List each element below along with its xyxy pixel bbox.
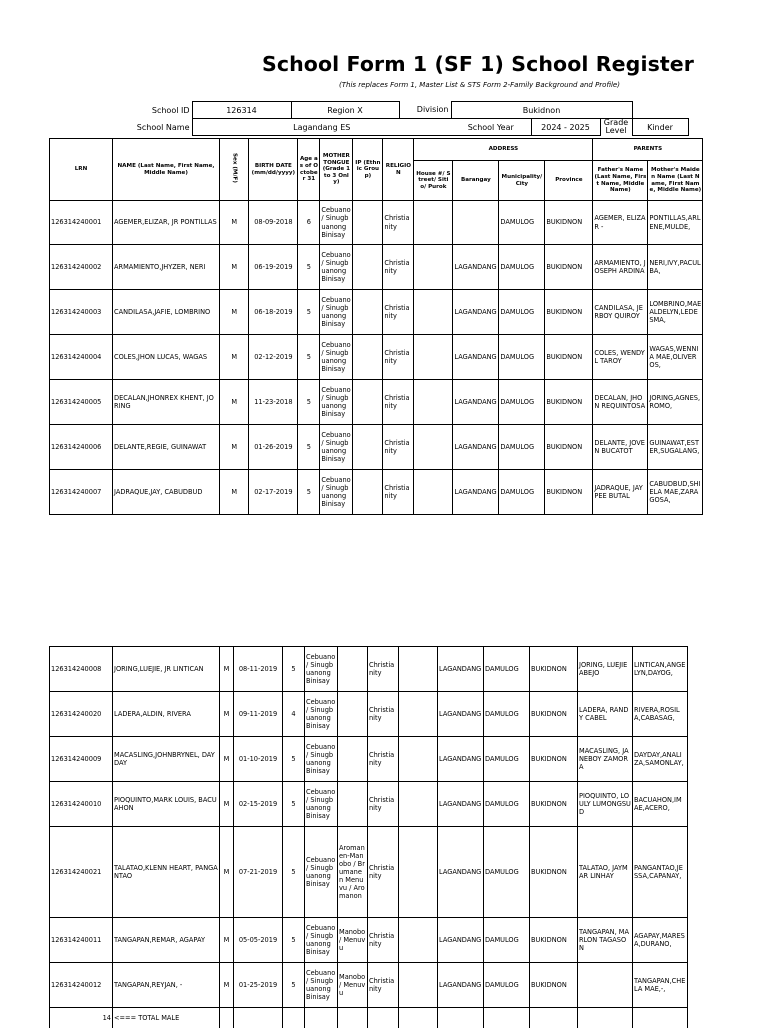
cell-ip — [338, 782, 368, 827]
cell-province: BUKIDNON — [545, 201, 593, 245]
cell-religion: Christianity — [368, 737, 399, 782]
cell-mother-tongue: Cebuano / Sinugbuanong Binisay — [320, 290, 353, 335]
cell-name: TANGAPAN,REMAR, AGAPAY — [113, 918, 220, 963]
cell-province: BUKIDNON — [545, 335, 593, 380]
cell-ip — [353, 380, 383, 425]
col-sex: Sex (M/F) — [220, 139, 249, 201]
cell-ip — [353, 335, 383, 380]
cell-mother-name: LOMBRINO,MAE ALDELYN,LEDESMA, — [648, 290, 703, 335]
school-id-label: School ID — [151, 105, 190, 115]
cell-municipality: DAMULOG — [484, 647, 530, 692]
cell-lrn: 126314240010 — [50, 782, 113, 827]
cell-lrn: 126314240003 — [50, 290, 113, 335]
cell-house — [414, 290, 453, 335]
cell-municipality: DAMULOG — [484, 918, 530, 963]
cell-religion: Christianity — [368, 647, 399, 692]
table-row — [50, 425, 703, 470]
cell-lrn: 126314240012 — [50, 963, 113, 1008]
cell-father-name: MACASLING, JANEBOY ZAMORA — [578, 737, 633, 782]
cell-father-name: CANDILASA, JERBOY QUIROY — [593, 290, 648, 335]
cell-mother-tongue: Cebuano / Sinugbuanong Binisay — [320, 335, 353, 380]
cell-father-name: AGEMER, ELIZAR - — [593, 201, 648, 245]
cell-province: BUKIDNON — [545, 470, 593, 515]
cell-province: BUKIDNON — [530, 918, 578, 963]
cell-father-name — [578, 963, 633, 1008]
cell-mother-name: JORING,AGNES,ROMO, — [648, 380, 703, 425]
cell-barangay: LAGANDANG — [453, 470, 499, 515]
cell-barangay: LAGANDANG — [438, 692, 484, 737]
cell-religion: Christianity — [368, 827, 399, 918]
col-municipality: Municipality/ City — [499, 161, 545, 201]
cell-barangay: LAGANDANG — [438, 963, 484, 1008]
cell-mother-name: DAYDAY,ANALIZA,SAMONLAY, — [633, 737, 688, 782]
cell-sex: M — [220, 290, 249, 335]
cell-ip — [338, 737, 368, 782]
cell-name: TALATAO,KLENN HEART, PANGANTAO — [113, 827, 220, 918]
col-lrn: LRN — [50, 139, 113, 201]
cell-birth-date: 06-18-2019 — [249, 290, 298, 335]
cell-lrn: 126314240002 — [50, 245, 113, 290]
table-row — [50, 380, 703, 425]
cell-house — [399, 782, 438, 827]
cell-name: CANDILASA,JAFIE, LOMBRINO — [113, 290, 220, 335]
table-row — [50, 918, 688, 963]
cell-name: JADRAQUE,JAY, CABUDBUD — [113, 470, 220, 515]
cell-age: 5 — [298, 470, 320, 515]
cell-mother-name: WAGAS,WENNIA MAE,OLIVEROS, — [648, 335, 703, 380]
cell-religion: Christianity — [383, 245, 414, 290]
cell-mother-tongue: Cebuano / Sinugbuanong Binisay — [305, 918, 338, 963]
col-tongue: MOTHER TONGUE (Grade 1 to 3 Only) — [320, 139, 353, 201]
cell-lrn: 126314240005 — [50, 380, 113, 425]
cell-age: 5 — [283, 827, 305, 918]
cell-birth-date: 02-15-2019 — [234, 782, 283, 827]
cell-age: 5 — [298, 425, 320, 470]
cell-name: LADERA,ALDIN, RIVERA — [113, 692, 220, 737]
cell-mother-tongue: Cebuano / Sinugbuanong Binisay — [320, 470, 353, 515]
cell-name: ARMAMIENTO,JHYZER, NERI — [113, 245, 220, 290]
cell-house — [414, 335, 453, 380]
cell-birth-date: 02-17-2019 — [249, 470, 298, 515]
total-count: 14 — [50, 1008, 113, 1028]
cell-father-name: PIOQUINTO, LOULY LUMONGSUD — [578, 782, 633, 827]
cell-ip — [353, 425, 383, 470]
grade-level-value: Kinder — [632, 119, 688, 136]
cell-house — [414, 245, 453, 290]
cell-ip — [338, 692, 368, 737]
cell-province: BUKIDNON — [545, 290, 593, 335]
cell-house — [399, 827, 438, 918]
cell-municipality: DAMULOG — [499, 470, 545, 515]
cell-municipality: DAMULOG — [499, 290, 545, 335]
school-name-label: School Name — [136, 122, 190, 132]
cell-house — [399, 737, 438, 782]
cell-father-name: JADRAQUE, JAYPEE BUTAL — [593, 470, 648, 515]
cell-name: JORING,LUEJIE, JR LINTICAN — [113, 647, 220, 692]
table-row — [50, 737, 688, 782]
col-barangay: Barangay — [453, 161, 499, 201]
cell-name: PIOQUINTO,MARK LOUIS, BACUAHON — [113, 782, 220, 827]
cell-name: COLES,JHON LUCAS, WAGAS — [113, 335, 220, 380]
cell-province: BUKIDNON — [530, 782, 578, 827]
cell-province: BUKIDNON — [530, 737, 578, 782]
cell-mother-name: AGAPAY,MARESA,DURANO, — [633, 918, 688, 963]
cell-sex: M — [220, 782, 234, 827]
form-title: School Form 1 (SF 1) School Register — [262, 52, 694, 76]
cell-province: BUKIDNON — [530, 692, 578, 737]
cell-age: 5 — [283, 782, 305, 827]
cell-sex: M — [220, 737, 234, 782]
cell-mother-name: BACUAHON,IMAE,ACERO, — [633, 782, 688, 827]
cell-barangay: LAGANDANG — [453, 380, 499, 425]
school-year-value: 2024 - 2025 — [531, 119, 600, 136]
school-id-value: 126314 — [192, 102, 291, 119]
cell-mother-tongue: Cebuano / Sinugbuanong Binisay — [305, 737, 338, 782]
cell-ip — [353, 201, 383, 245]
cell-name: AGEMER,ELIZAR, JR PONTILLAS — [113, 201, 220, 245]
school-year-label: School Year — [451, 119, 531, 136]
col-birth: BIRTH DATE (mm/dd/yyyy) — [249, 139, 298, 201]
col-address: ADDRESS — [414, 139, 593, 161]
cell-barangay: LAGANDANG — [438, 737, 484, 782]
cell-municipality: DAMULOG — [484, 827, 530, 918]
cell-age: 5 — [283, 737, 305, 782]
table-row — [50, 470, 703, 515]
cell-name: DECALAN,JHONREX KHENT, JORING — [113, 380, 220, 425]
col-age: Age as of October 31 — [298, 139, 320, 201]
division-value: Bukidnon — [451, 102, 632, 119]
cell-birth-date: 09-11-2019 — [234, 692, 283, 737]
cell-ip — [338, 647, 368, 692]
cell-mother-name: RIVERA,ROSILA,CABASAG, — [633, 692, 688, 737]
school-name-value: Lagandang ES — [192, 119, 451, 136]
col-ip: IP (Ethnic Group) — [353, 139, 383, 201]
cell-mother-name: LINTICAN,ANGELYN,DAYOG, — [633, 647, 688, 692]
cell-house — [414, 425, 453, 470]
cell-religion: Christianity — [383, 425, 414, 470]
cell-province: BUKIDNON — [545, 245, 593, 290]
cell-mother-tongue: Cebuano / Sinugbuanong Binisay — [305, 963, 338, 1008]
cell-lrn: 126314240007 — [50, 470, 113, 515]
cell-house — [399, 647, 438, 692]
cell-lrn: 126314240021 — [50, 827, 113, 918]
cell-ip — [353, 245, 383, 290]
cell-religion: Christianity — [383, 335, 414, 380]
cell-lrn: 126314240006 — [50, 425, 113, 470]
cell-religion: Christianity — [383, 470, 414, 515]
total-label: <=== TOTAL MALE — [113, 1008, 220, 1028]
cell-birth-date: 06-19-2019 — [249, 245, 298, 290]
table-row — [50, 335, 703, 380]
col-father: Father's Name (Last Name, First Name, Middle Name) — [593, 161, 648, 201]
cell-age: 6 — [298, 201, 320, 245]
cell-house — [399, 918, 438, 963]
register-table-page2 — [49, 646, 688, 1028]
cell-lrn: 126314240008 — [50, 647, 113, 692]
cell-birth-date: 11-23-2018 — [249, 380, 298, 425]
grade-level-label: Grade Level — [603, 118, 629, 136]
cell-municipality: DAMULOG — [499, 380, 545, 425]
table-row — [50, 782, 688, 827]
cell-age: 5 — [298, 245, 320, 290]
cell-father-name: LADERA, RANDY CABEL — [578, 692, 633, 737]
cell-ip — [353, 470, 383, 515]
cell-barangay — [453, 201, 499, 245]
cell-religion: Christianity — [383, 201, 414, 245]
cell-mother-tongue: Cebuano / Sinugbuanong Binisay — [320, 425, 353, 470]
cell-age: 5 — [298, 335, 320, 380]
cell-lrn: 126314240009 — [50, 737, 113, 782]
cell-ip: Manobo / Menuvu — [338, 918, 368, 963]
cell-mother-tongue: Cebuano / Sinugbuanong Binisay — [320, 380, 353, 425]
cell-name: DELANTE,REGIE, GUINAWAT — [113, 425, 220, 470]
cell-sex: M — [220, 201, 249, 245]
col-house: House #/ Street/ Sitio/ Purok — [414, 161, 453, 201]
cell-birth-date: 08-09-2018 — [249, 201, 298, 245]
cell-municipality: DAMULOG — [499, 245, 545, 290]
cell-barangay: LAGANDANG — [438, 782, 484, 827]
cell-mother-tongue: Cebuano / Sinugbuanong Binisay — [320, 245, 353, 290]
cell-barangay: LAGANDANG — [438, 647, 484, 692]
cell-religion: Christianity — [368, 692, 399, 737]
cell-mother-name: NERI,IVY,PACULBA, — [648, 245, 703, 290]
cell-mother-tongue: Cebuano / Sinugbuanong Binisay — [305, 692, 338, 737]
cell-religion: Christianity — [368, 782, 399, 827]
cell-father-name: DELANTE, JOVEN BUCATOT — [593, 425, 648, 470]
cell-barangay: LAGANDANG — [438, 918, 484, 963]
col-name: NAME (Last Name, First Name, Middle Name) — [113, 139, 220, 201]
table-row — [50, 245, 703, 290]
cell-birth-date: 07-21-2019 — [234, 827, 283, 918]
division-label: Division — [416, 105, 449, 115]
cell-municipality: DAMULOG — [484, 963, 530, 1008]
cell-barangay: LAGANDANG — [453, 245, 499, 290]
cell-municipality: DAMULOG — [499, 201, 545, 245]
table-row — [50, 290, 703, 335]
cell-father-name: ARMAMIENTO, JOSEPH ARDINA — [593, 245, 648, 290]
register-table-page1 — [49, 138, 703, 515]
cell-mother-name: GUINAWAT,ESTER,SUGALANG, — [648, 425, 703, 470]
school-info-table — [120, 101, 689, 136]
cell-barangay: LAGANDANG — [438, 827, 484, 918]
cell-sex: M — [220, 918, 234, 963]
cell-sex: M — [220, 380, 249, 425]
table-row — [50, 201, 703, 245]
cell-house — [414, 470, 453, 515]
cell-ip — [353, 290, 383, 335]
cell-house — [399, 692, 438, 737]
cell-house — [399, 963, 438, 1008]
cell-religion: Christianity — [368, 918, 399, 963]
cell-mother-tongue: Cebuano / Sinugbuanong Binisay — [305, 827, 338, 918]
cell-father-name: TALATAO, JAYMAR LINHAY — [578, 827, 633, 918]
table-row — [50, 647, 688, 692]
cell-religion: Christianity — [383, 380, 414, 425]
cell-province: BUKIDNON — [530, 963, 578, 1008]
cell-father-name: DECALAN, JHON REQUINTOSA — [593, 380, 648, 425]
cell-lrn: 126314240004 — [50, 335, 113, 380]
cell-mother-name: PANGANTAO,JESSA,CAPANAY, — [633, 827, 688, 918]
cell-sex: M — [220, 470, 249, 515]
cell-father-name: COLES, WENDYL TAROY — [593, 335, 648, 380]
cell-lrn: 126314240011 — [50, 918, 113, 963]
cell-religion: Christianity — [368, 963, 399, 1008]
cell-age: 5 — [298, 380, 320, 425]
cell-birth-date: 01-26-2019 — [249, 425, 298, 470]
cell-sex: M — [220, 425, 249, 470]
col-parents: PARENTS — [593, 139, 703, 161]
cell-barangay: LAGANDANG — [453, 425, 499, 470]
cell-mother-name: TANGAPAN,CHELA MAE,-, — [633, 963, 688, 1008]
cell-age: 5 — [298, 290, 320, 335]
cell-age: 5 — [283, 918, 305, 963]
region-value: Region X — [291, 102, 399, 119]
cell-municipality: DAMULOG — [499, 335, 545, 380]
col-province: Province — [545, 161, 593, 201]
cell-province: BUKIDNON — [545, 425, 593, 470]
cell-birth-date: 02-12-2019 — [249, 335, 298, 380]
cell-sex: M — [220, 245, 249, 290]
cell-ip: Manobo / Menuvu — [338, 963, 368, 1008]
total-row — [50, 1008, 688, 1028]
cell-lrn: 126314240001 — [50, 201, 113, 245]
cell-birth-date: 01-10-2019 — [234, 737, 283, 782]
cell-ip: Aromanen-Manobo / Brumanen Menuvu / Aromanon — [338, 827, 368, 918]
cell-municipality: DAMULOG — [484, 782, 530, 827]
cell-age: 4 — [283, 692, 305, 737]
cell-house — [414, 201, 453, 245]
cell-mother-name: CABUDBUD,SHIELA MAE,ZARAGOSA, — [648, 470, 703, 515]
form-subtitle: (This replaces Form 1, Master List & STS Form 2-Family Background and Profile) — [339, 81, 620, 89]
cell-mother-tongue: Cebuano / Sinugbuanong Binisay — [305, 782, 338, 827]
cell-mother-name: PONTILLAS,ARLENE,MULDE, — [648, 201, 703, 245]
cell-age: 5 — [283, 647, 305, 692]
cell-mother-tongue: Cebuano / Sinugbuanong Binisay — [305, 647, 338, 692]
cell-religion: Christianity — [383, 290, 414, 335]
cell-municipality: DAMULOG — [484, 692, 530, 737]
cell-municipality: DAMULOG — [484, 737, 530, 782]
cell-father-name: JORING, LUEJIE ABEJO — [578, 647, 633, 692]
cell-province: BUKIDNON — [530, 647, 578, 692]
cell-birth-date: 05-05-2019 — [234, 918, 283, 963]
cell-house — [414, 380, 453, 425]
cell-birth-date: 01-25-2019 — [234, 963, 283, 1008]
cell-birth-date: 08-11-2019 — [234, 647, 283, 692]
cell-province: BUKIDNON — [530, 827, 578, 918]
cell-sex: M — [220, 963, 234, 1008]
cell-municipality: DAMULOG — [499, 425, 545, 470]
cell-mother-tongue: Cebuano / Sinugbuanong Binisay — [320, 201, 353, 245]
table-row — [50, 963, 688, 1008]
cell-sex: M — [220, 647, 234, 692]
table-row — [50, 827, 688, 918]
cell-age: 5 — [283, 963, 305, 1008]
cell-barangay: LAGANDANG — [453, 290, 499, 335]
cell-name: TANGAPAN,REYJAN, - — [113, 963, 220, 1008]
cell-province: BUKIDNON — [545, 380, 593, 425]
cell-sex: M — [220, 827, 234, 918]
cell-sex: M — [220, 335, 249, 380]
col-mother: Mother's Maiden Name (Last Name, First Name, Middle Name) — [648, 161, 703, 201]
cell-sex: M — [220, 692, 234, 737]
table-row — [50, 692, 688, 737]
col-religion: RELIGION — [383, 139, 414, 201]
cell-father-name: TANGAPAN, MARLON TAGASON — [578, 918, 633, 963]
cell-lrn: 126314240020 — [50, 692, 113, 737]
cell-name: MACASLING,JOHNBRYNEL, DAYDAY — [113, 737, 220, 782]
cell-barangay: LAGANDANG — [453, 335, 499, 380]
